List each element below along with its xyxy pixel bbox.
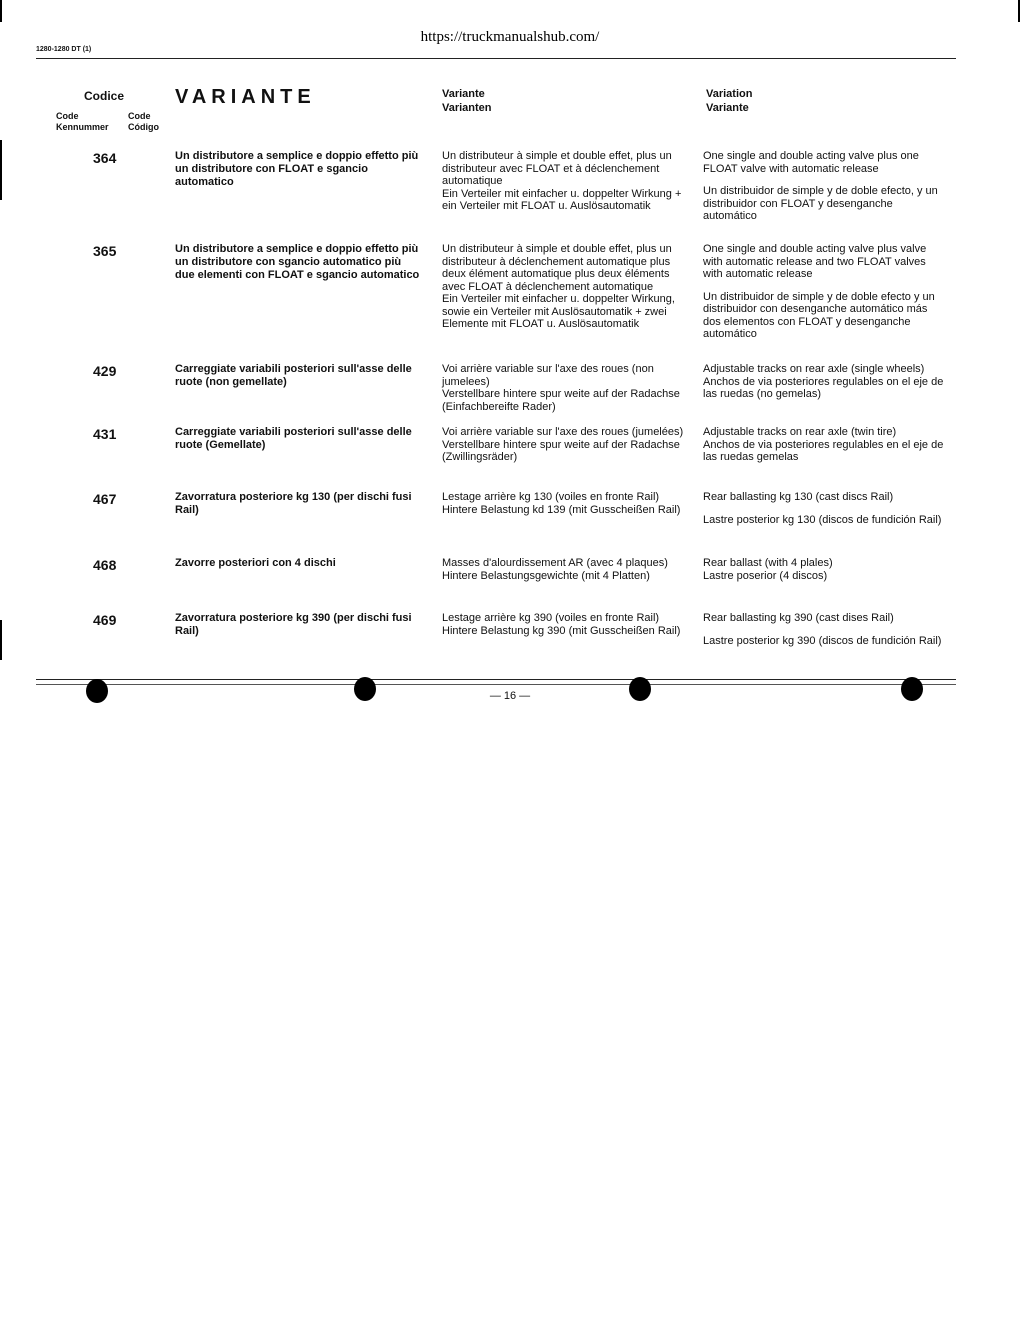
english-description: Rear ballasting kg 130 (cast discs Rail) (703, 491, 894, 503)
page-edge-mark (0, 140, 2, 200)
variant-code: 364 (93, 150, 117, 166)
spanish-description: Anchos de via posteriores regulables on el eje de las ruedas (no gemelas) (703, 375, 944, 400)
english-description: Adjustable tracks on rear axle (single wheels) (703, 363, 925, 375)
french-german-description: Voi arrière variable sur l'axe des roues (non jumelees) Verstellbare hintere spur weite auf der Radachse (Einfachbereifte Rader) (442, 363, 680, 413)
variant-code: 429 (93, 363, 117, 379)
spanish-description: Lastre posterior kg 130 (discos de fundición Rail) (703, 513, 942, 526)
fr-header: Variante (442, 88, 485, 100)
french-german-description: Lestage arrière kg 130 (voiles en fronte Rail) Hintere Belastung kd 139 (mit Gusscheißen Rail) (442, 491, 681, 516)
code-codigo-header: Code Código (128, 111, 159, 132)
french-german-description: Voi arrière variable sur l'axe des roues (jumelées) Verstellbare hintere spur weite auf der Radachse (Zwillingsräder) (442, 426, 684, 463)
es-header: Variante (706, 102, 749, 114)
variant-code: 467 (93, 491, 117, 507)
english-description: Rear ballasting kg 390 (cast dises Rail) (703, 612, 894, 624)
variante-title: VARIANTE (175, 86, 316, 108)
english-spanish-description (703, 612, 948, 647)
english-spanish-description (703, 363, 948, 401)
variant-code: 468 (93, 557, 117, 573)
source-url: https://truckmanualshub.com/ (420, 29, 600, 45)
italian-description: Un distributore a semplice e doppio effetto più un distributore con sgancio automatico più due elementi con FLOAT e sgancio automatico (175, 243, 420, 281)
en-es-column-header (706, 87, 752, 115)
italian-description: Carreggiate variabili posteriori sull'asse delle ruote (Gemellate) (175, 426, 412, 451)
page-edge-mark (0, 0, 2, 22)
french-german-description: Un distributeur à simple et double effet, plus un distributeur à déclenchement automatique plus deux élément automatique plus deux éléments avec FLOAT à déclenchement automatique Ein Verteiler mit einfacher u. doppelter Wirkung, sowie ein Verteiler mit Auslösautomatik + zwei Elemente mit FLOAT u. Auslösautomatik (442, 243, 675, 330)
english-spanish-description (703, 243, 948, 341)
english-spanish-description (703, 150, 948, 223)
page-edge-mark (0, 620, 2, 660)
italian-description: Un distributore a semplice e doppio effetto più un distributore con FLOAT e sgancio automatico (175, 150, 419, 188)
italian-description: Zavorratura posteriore kg 130 (per dischi fusi Rail) (175, 491, 412, 516)
english-description: Rear ballast (with 4 plales) Lastre poserior (4 discos) (703, 557, 833, 582)
spanish-description: Anchos de via posteriores regulables en el eje de las ruedas gemelas (703, 438, 944, 463)
fr-de-column-header (442, 87, 492, 115)
english-description: One single and double acting valve plus valve with automatic release and two FLOAT valves with automatic release (703, 243, 927, 280)
italian-description: Zavorre posteriori con 4 dischi (175, 557, 336, 569)
english-spanish-description (703, 491, 948, 526)
french-german-description: Lestage arrière kg 390 (voiles en fronte Rail) Hintere Belastung kg 390 (mit Gusscheißen Rail) (442, 612, 681, 637)
codice-header: Codice (84, 89, 125, 103)
de-header: Varianten (442, 102, 492, 114)
variant-code: 431 (93, 426, 117, 442)
english-description: Adjustable tracks on rear axle (twin tire) (703, 426, 897, 438)
variant-code: 365 (93, 243, 117, 259)
french-german-description: Un distributeur à simple et double effet, plus un distributeur avec FLOAT et à déclenchement automatique Ein Verteiler mit einfacher u. doppelter Wirkung + ein Verteiler mit FLOAT u. Auslösautomatik (442, 150, 682, 212)
spanish-description: Lastre posterior kg 390 (discos de fundición Rail) (703, 634, 942, 647)
variant-code: 469 (93, 612, 117, 628)
en-header: Variation (706, 88, 753, 100)
code-kennummer-header: Code Kennummer (56, 111, 109, 132)
document-reference: 1280-1280 DT (1) (36, 46, 92, 53)
french-german-description: Masses d'alourdissement AR (avec 4 plaques) Hintere Belastungsgewichte (mit 4 Platten) (442, 557, 668, 582)
page-number: — 16 — (489, 690, 531, 702)
top-rule (36, 58, 956, 59)
spanish-description: Un distribuidor de simple y de doble efecto, y un distribuidor con FLOAT y desenganche automático (703, 185, 938, 222)
bottom-rule (36, 684, 956, 685)
english-description: One single and double acting valve plus one FLOAT valve with automatic release (703, 150, 919, 175)
english-spanish-description (703, 557, 948, 582)
italian-description: Carreggiate variabili posteriori sull'asse delle ruote (non gemellate) (175, 363, 412, 388)
italian-description: Zavorratura posteriore kg 390 (per dischi fusi Rail) (175, 612, 412, 637)
english-spanish-description (703, 426, 948, 464)
bottom-rule (36, 679, 956, 680)
spanish-description: Un distribuidor de simple y de doble efecto y un distribuidor con desenganche automático más dos elementos con FLOAT y desenganche automático (703, 290, 935, 340)
